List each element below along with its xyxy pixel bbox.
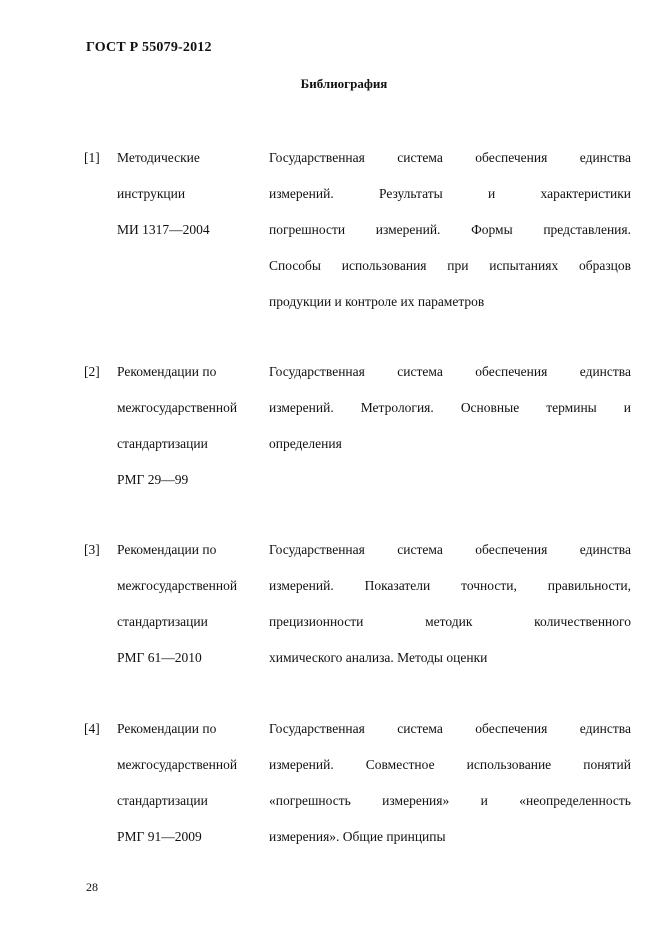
document-header: ГОСТ Р 55079-2012: [86, 40, 212, 55]
entry-document-line: стандартизации: [117, 436, 208, 451]
page-number: 28: [86, 880, 98, 894]
entry-title-line: [269, 176, 631, 212]
entry-title-word: представления.: [543, 222, 631, 237]
entry-title-line: [269, 783, 631, 819]
entry-document: [117, 532, 267, 676]
entry-document: [117, 354, 267, 498]
entry-title-word: определения: [269, 436, 342, 451]
entry-title-line: [269, 140, 631, 176]
entry-title-word: обеспечения: [475, 364, 548, 379]
entry-title-word: использование: [466, 757, 552, 772]
entry-document-line: МИ 1317—2004: [117, 222, 210, 237]
entry-title-word: единства: [579, 721, 631, 736]
entry-title-line: [269, 604, 631, 640]
entry-title-word: Государственная: [269, 721, 365, 736]
entry-title-word: продукции и контроле их параметров: [269, 294, 485, 309]
entry-document-line: Рекомендации по: [117, 721, 217, 736]
entry-document-line: Рекомендации по: [117, 364, 217, 379]
entry-document-line: Методические: [117, 150, 200, 165]
entry-number: [4]: [84, 721, 100, 736]
entry-document-line: межгосударственной: [117, 578, 238, 593]
entry-document-line: РМГ 61—2010: [117, 650, 202, 665]
entry-title-word: и: [488, 186, 496, 201]
entry-title: [269, 532, 631, 676]
entry-title: [269, 140, 631, 320]
entry-title-line: [269, 711, 631, 747]
entry-document-line: Рекомендации по: [117, 542, 217, 557]
entry-document-line: РМГ 29—99: [117, 472, 189, 487]
entry-title-word: и: [623, 400, 631, 415]
entry-document-line: инструкции: [117, 186, 186, 201]
entry-title: [269, 711, 631, 855]
entry-title-word: измерения». Общие принципы: [269, 829, 446, 844]
entry-title-word: прецизионности: [269, 614, 364, 629]
entry-document-line: стандартизации: [117, 793, 208, 808]
entry-title-word: измерений.: [269, 578, 334, 593]
entry-title-line: [269, 248, 631, 284]
entry-title-word: измерений.: [375, 222, 441, 237]
entry-title-word: Показатели: [364, 578, 431, 593]
entry-title-word: система: [397, 364, 443, 379]
entry-document-line: стандартизации: [117, 614, 208, 629]
entry-title-line: [269, 212, 631, 248]
entry-title-word: Государственная: [269, 542, 365, 557]
entry-title-word: «погрешность: [269, 793, 351, 808]
entry-title-line: [269, 532, 631, 568]
entry-title: [269, 354, 631, 462]
entry-title-word: Результаты: [378, 186, 443, 201]
entry-title-word: понятий: [583, 757, 631, 772]
entry-number: [3]: [84, 542, 100, 557]
entry-title-word: измерений.: [269, 757, 334, 772]
entry-title-word: Способы: [269, 258, 321, 273]
entry-title-word: измерения»: [382, 793, 450, 808]
entry-title-word: термины: [546, 400, 597, 415]
entry-title-word: и: [480, 793, 488, 808]
entry-title-word: при: [447, 258, 469, 273]
entry-document-line: РМГ 91—2009: [117, 829, 202, 844]
entry-document: [117, 711, 267, 855]
entry-title-line: [269, 390, 631, 426]
entry-title-word: образцов: [578, 258, 631, 273]
entry-title-line: [269, 284, 631, 320]
entry-title-word: единства: [579, 150, 631, 165]
entry-title-word: единства: [579, 542, 631, 557]
entry-title-word: единства: [579, 364, 631, 379]
entry-title-word: погрешности: [269, 222, 346, 237]
entry-title-word: система: [397, 542, 443, 557]
entry-number: [1]: [84, 150, 100, 165]
entry-title-word: Формы: [471, 222, 513, 237]
entry-title-word: Государственная: [269, 150, 365, 165]
entry-title-word: система: [397, 150, 443, 165]
entry-title-word: точности,: [461, 578, 517, 593]
entry-number: [2]: [84, 364, 100, 379]
entry-title-word: использования: [341, 258, 427, 273]
entry-title-word: измерений.: [269, 186, 334, 201]
entry-title-word: обеспечения: [475, 721, 548, 736]
entry-title-word: система: [397, 721, 443, 736]
entry-title-line: [269, 426, 631, 462]
entry-title-word: Основные: [460, 400, 520, 415]
entry-title-word: Метрология.: [360, 400, 434, 415]
entry-title-word: обеспечения: [475, 150, 548, 165]
entry-title-word: испытаниях: [489, 258, 559, 273]
entry-title-line: [269, 640, 631, 676]
entry-title-word: количественного: [534, 614, 631, 629]
section-title: Библиография: [300, 76, 388, 91]
entry-title-word: химического анализа. Методы оценки: [269, 650, 488, 665]
entry-title-line: [269, 354, 631, 390]
entry-title-line: [269, 819, 631, 855]
entry-document-line: межгосударственной: [117, 400, 238, 415]
entry-title-word: характеристики: [540, 186, 631, 201]
entry-title-word: Совместное: [365, 757, 435, 772]
entry-title-word: методик: [425, 614, 473, 629]
entry-title-line: [269, 747, 631, 783]
entry-title-word: правильности,: [547, 578, 631, 593]
entry-document-line: межгосударственной: [117, 757, 238, 772]
entry-title-word: обеспечения: [475, 542, 548, 557]
entry-title-word: «неопределенность: [519, 793, 631, 808]
entry-title-line: [269, 568, 631, 604]
entry-title-word: Государственная: [269, 364, 365, 379]
entry-document: [117, 140, 267, 248]
entry-title-word: измерений.: [269, 400, 334, 415]
